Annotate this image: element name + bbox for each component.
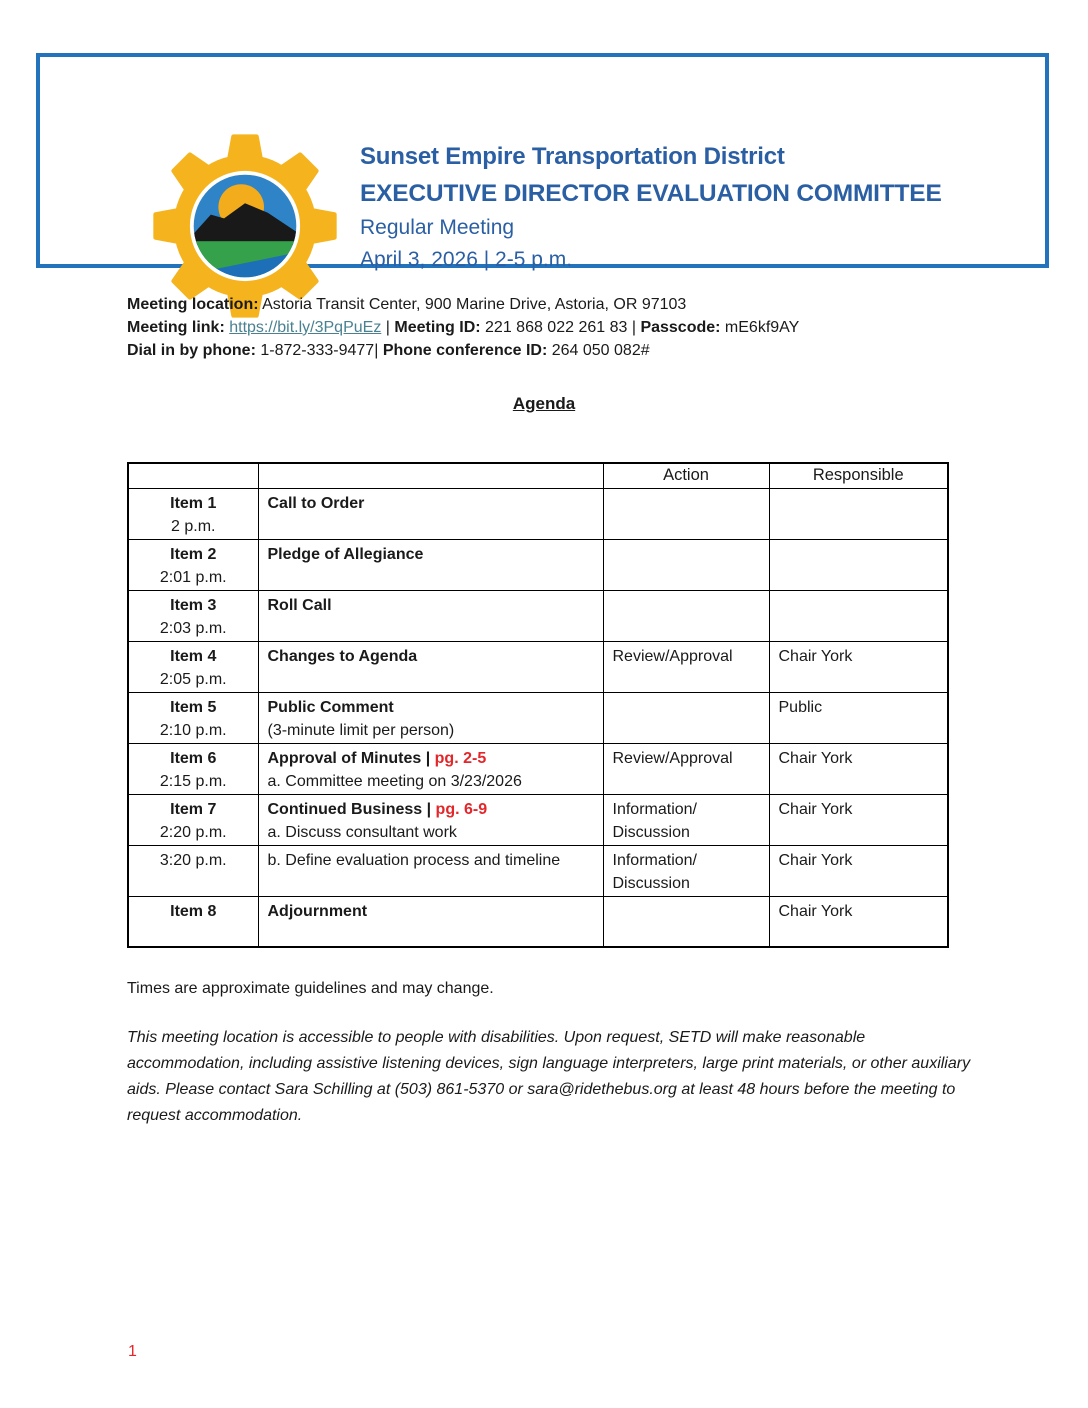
separator: | [381,319,395,336]
phone-conference-id-label: Phone conference ID: [382,342,548,359]
topic-pages: pg. 6-9 [431,800,488,818]
column-header-action: Action [603,463,769,488]
topic-cell [258,743,603,794]
committee-name: EXECUTIVE DIRECTOR EVALUATION COMMITTEE [360,180,942,207]
item-time: 2:15 p.m. [159,772,227,790]
item-time: 2:01 p.m. [159,568,227,586]
topic-title: Public Comment [267,698,394,716]
meeting-datetime: April 3, 2026 | 2-5 p.m. [360,248,573,271]
action-cell: Review/Approval [603,743,769,794]
topic-cell [258,794,603,845]
item-label: Item 5 [170,698,217,716]
page-number: 1 [128,1343,137,1360]
column-header-responsible: Responsible [769,463,948,488]
topic-cell [258,845,603,896]
item-label: Item 6 [170,749,217,767]
header-text-block [360,139,942,275]
meeting-id-value: 221 868 022 261 83 | [480,319,641,336]
passcode-value: mE6kf9AY [720,319,800,336]
meeting-id-label: Meeting ID: [394,319,481,336]
table-row [128,692,948,743]
action-cell: Information/ Discussion [603,845,769,896]
topic-subtitle: a. Discuss consultant work [267,823,457,841]
responsible-cell [769,590,948,641]
topic-cell [258,692,603,743]
item-label: Item 4 [170,647,217,665]
accessibility-note: This meeting location is accessible to people with disabilities. Upon request, SETD will make reasonable accommodation, including assistive listening devices, sign language interpreters, large print materials, or other auxiliary aids. Please contact Sara Schilling at (503) 861-5370 or sara@ridethebus.org at least 48 hours before the meeting to request accommodation. [127,1029,971,1124]
responsible-cell: Chair York [769,845,948,896]
topic-title: Changes to Agenda [267,647,418,665]
topic-cell [258,590,603,641]
passcode-label: Passcode: [640,319,721,336]
responsible-cell: Chair York [769,743,948,794]
topic-subtitle: a. Committee meeting on 3/23/2026 [267,772,522,790]
agenda-heading: Agenda [512,394,576,413]
action-cell [603,590,769,641]
item-time: 3:20 p.m. [159,851,227,869]
responsible-cell: Chair York [769,896,948,947]
dial-in-line [127,339,799,362]
topic-title: Roll Call [267,596,332,614]
topic-cell [258,488,603,539]
topic-cell [258,896,603,947]
meeting-type: Regular Meeting [360,216,515,239]
topic-cell [258,539,603,590]
times-note: Times are approximate guidelines and may change. [127,980,494,997]
item-cell [128,845,258,896]
responsible-cell [769,539,948,590]
table-row [128,641,948,692]
item-label: Item 1 [170,494,217,512]
topic-pages: pg. 2-5 [430,749,487,767]
table-row [128,845,948,896]
phone-conference-id-value: 264 050 082# [547,342,650,359]
action-cell [603,488,769,539]
meeting-location-line [127,293,799,316]
item-cell [128,743,258,794]
topic-cell [258,641,603,692]
table-row [128,794,948,845]
item-label: Item 3 [170,596,217,614]
topic-subtitle: (3-minute limit per person) [267,721,455,739]
dial-in-value: 1-872-333-9477| [255,342,383,359]
dial-in-label: Dial in by phone: [127,342,256,359]
action-cell [603,539,769,590]
item-cell [128,488,258,539]
agenda-heading-wrap [0,394,1088,414]
action-cell [603,692,769,743]
table-header-row [128,463,948,488]
item-cell [128,539,258,590]
action-cell: Review/Approval [603,641,769,692]
meeting-link-label: Meeting link: [127,319,230,336]
topic-title: Call to Order [267,494,365,512]
meeting-link-line [127,316,799,339]
action-cell [603,896,769,947]
org-name: Sunset Empire Transportation District [360,143,785,170]
item-cell [128,794,258,845]
item-time: 2:03 p.m. [159,619,227,637]
item-cell [128,692,258,743]
meeting-link[interactable]: https://bit.ly/3PqPuEz [229,319,382,336]
table-row [128,539,948,590]
responsible-cell: Chair York [769,641,948,692]
item-label: Item 2 [170,545,217,563]
item-label: Item 7 [170,800,217,818]
meeting-location-label: Meeting location: [127,296,259,313]
column-header-topic [258,463,603,488]
responsible-cell: Public [769,692,948,743]
table-row [128,488,948,539]
table-row [128,896,948,947]
item-cell [128,896,258,947]
topic-subtitle: b. Define evaluation process and timeline [267,851,561,869]
agenda-table [127,462,949,948]
item-time: 2:05 p.m. [159,670,227,688]
item-cell [128,590,258,641]
meeting-info-block [127,293,799,362]
item-time: 2:10 p.m. [159,721,227,739]
meeting-location-value: Astoria Transit Center, 900 Marine Drive, Astoria, OR 97103 [258,296,687,313]
item-time: 2 p.m. [171,517,216,535]
table-row [128,590,948,641]
topic-title: Pledge of Allegiance [267,545,424,563]
topic-title: Adjournment [267,902,368,920]
topic-title: Approval of Minutes | [267,749,431,767]
responsible-cell [769,488,948,539]
responsible-cell: Chair York [769,794,948,845]
action-cell: Information/ Discussion [603,794,769,845]
item-label: Item 8 [170,902,217,920]
item-cell [128,641,258,692]
column-header-item [128,463,258,488]
table-row [128,743,948,794]
topic-title: Continued Business | [267,800,432,818]
header-banner [36,53,1049,271]
item-time: 2:20 p.m. [159,823,227,841]
